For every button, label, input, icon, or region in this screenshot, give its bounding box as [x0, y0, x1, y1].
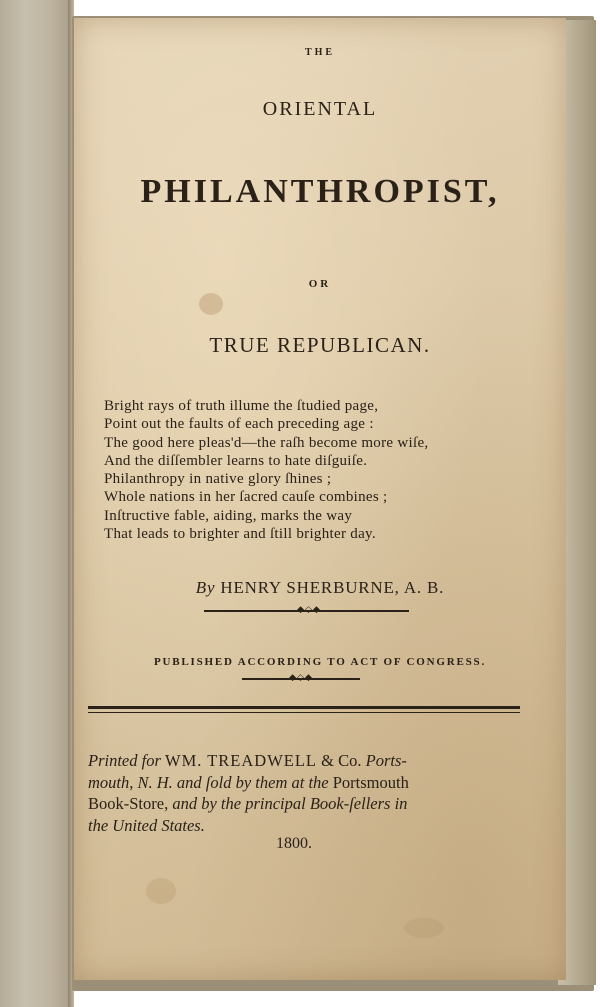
thin-rule [88, 712, 520, 713]
poem-line: That leads to brighter and ſtill brighter day. [104, 526, 376, 543]
imprint [88, 750, 558, 836]
author-line [74, 578, 566, 598]
imprint-text: and by the principal Book-ſellers in [172, 794, 408, 813]
thick-rule [88, 706, 520, 709]
imprint-text: Book-Store, [88, 794, 169, 813]
imprint-line [88, 772, 558, 794]
foxing-stain [146, 878, 176, 904]
foxing-stain [199, 293, 223, 315]
poem-line: Point out the faults of each preceding age : [104, 416, 374, 433]
imprint-text: Ports- [365, 751, 407, 770]
imprint-line [88, 750, 558, 772]
publication-year: 1800. [276, 835, 312, 852]
main-title: PHILANTHROPIST, [140, 173, 500, 210]
title-page [74, 18, 566, 980]
rule-ornament: ◆◇◆ [297, 604, 321, 614]
imprint-text: mouth, N. H. and ſold by them at the [88, 772, 329, 792]
title-the: THE [304, 47, 336, 58]
imprint-text: the United States. [88, 815, 205, 835]
publisher-name: WM. TREADWELL [165, 751, 318, 770]
published-notice: PUBLISHED ACCORDING TO ACT OF CONGRESS. [153, 656, 487, 668]
epigraph-poem [104, 397, 554, 543]
imprint-text: & Co. [321, 751, 362, 770]
poem-line: Philanthropy in native glory ſhines ; [104, 471, 332, 488]
imprint-line [88, 793, 558, 815]
imprint-text: Portsmouth [332, 772, 409, 792]
author-by: By [195, 578, 216, 597]
poem-line: Whole nations in her ſacred cauſe combines ; [104, 489, 388, 506]
poem-line: Inſtructive fable, aiding, marks the way [104, 507, 353, 524]
author-name: HENRY SHERBURNE, A. B. [220, 578, 445, 597]
subtitle: TRUE REPUBLICAN. [209, 333, 431, 357]
title-or: OR [308, 278, 332, 290]
imprint-line [88, 815, 558, 837]
rule-ornament: ◆◇◆ [289, 672, 313, 682]
poem-line: The good here pleas'd—the raſh become more wiſe, [104, 434, 429, 451]
poem-line: And the diſſembler learns to hate diſguiſe. [104, 452, 368, 469]
poem-line: Bright rays of truth illume the ſtudied page, [104, 398, 379, 414]
title-oriental: ORIENTAL [262, 98, 378, 120]
foxing-stain [404, 918, 444, 938]
book-spine [0, 0, 72, 1007]
imprint-text: Printed for [88, 751, 161, 770]
